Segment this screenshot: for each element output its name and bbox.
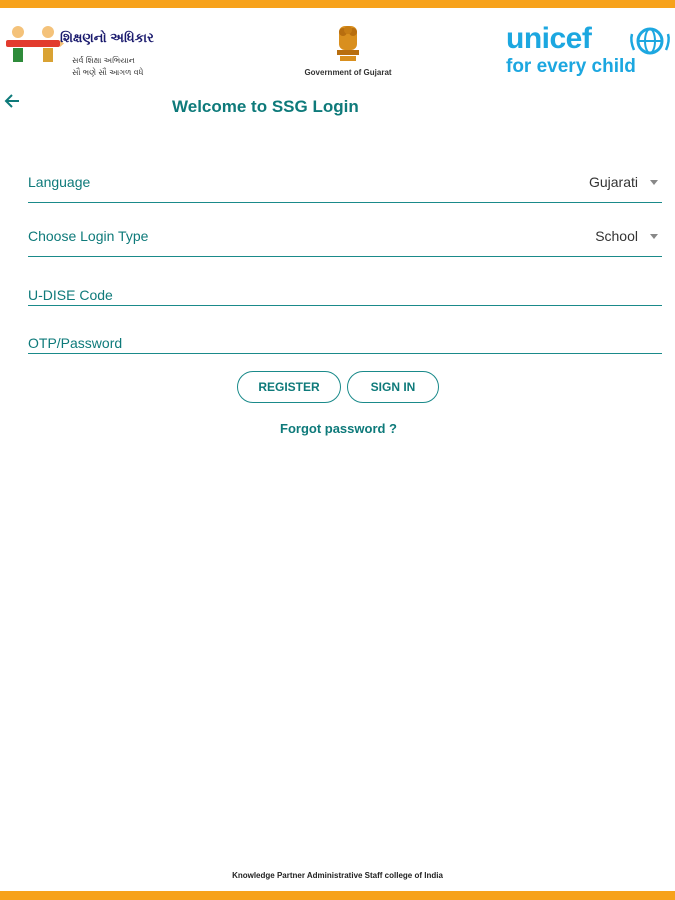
bottom-accent-bar [0, 891, 675, 900]
unicef-logo [506, 24, 672, 84]
language-label: Language [28, 174, 91, 190]
back-arrow-icon[interactable] [4, 93, 22, 113]
rte-logo-title: શિક્ષણનો અધિકાર [60, 30, 154, 45]
login-type-value[interactable]: School [595, 228, 638, 244]
page-title: Welcome to SSG Login [172, 97, 359, 116]
gujarat-caption: Government of Gujarat [304, 68, 392, 77]
header [0, 8, 675, 90]
login-type-select[interactable] [28, 222, 662, 257]
otp-password-field[interactable] [28, 331, 662, 354]
children-pencil-icon [4, 22, 64, 70]
unicef-wordmark: unicef [506, 22, 592, 55]
otp-password-placeholder[interactable]: OTP/Password [28, 335, 123, 351]
unicef-globe-icon [628, 26, 672, 56]
udise-code-placeholder[interactable]: U-DISE Code [28, 287, 113, 303]
rte-logo-line1: સર્વ શિક્ષા અભિયાન [72, 56, 135, 65]
register-button[interactable]: REGISTER [237, 371, 341, 403]
dropdown-caret-icon[interactable] [650, 180, 658, 185]
rte-logo-line2: સૌ ભણે સૌ આગળ વધે [72, 68, 144, 77]
footer-credit: Knowledge Partner Administrative Staff college of India [232, 871, 443, 880]
sign-in-button[interactable]: SIGN IN [347, 371, 439, 403]
language-select[interactable] [28, 168, 662, 203]
language-value[interactable]: Gujarati [588, 174, 638, 190]
dropdown-caret-icon[interactable] [650, 234, 658, 239]
rte-logo [4, 22, 216, 84]
top-accent-bar [0, 0, 675, 8]
forgot-password-link[interactable]: Forgot password ? [280, 421, 397, 436]
state-emblem-icon [331, 22, 365, 66]
udise-code-field[interactable] [28, 282, 662, 306]
unicef-tagline: for every child [506, 56, 636, 77]
login-type-label: Choose Login Type [28, 228, 149, 244]
gujarat-emblem-logo [283, 22, 413, 84]
